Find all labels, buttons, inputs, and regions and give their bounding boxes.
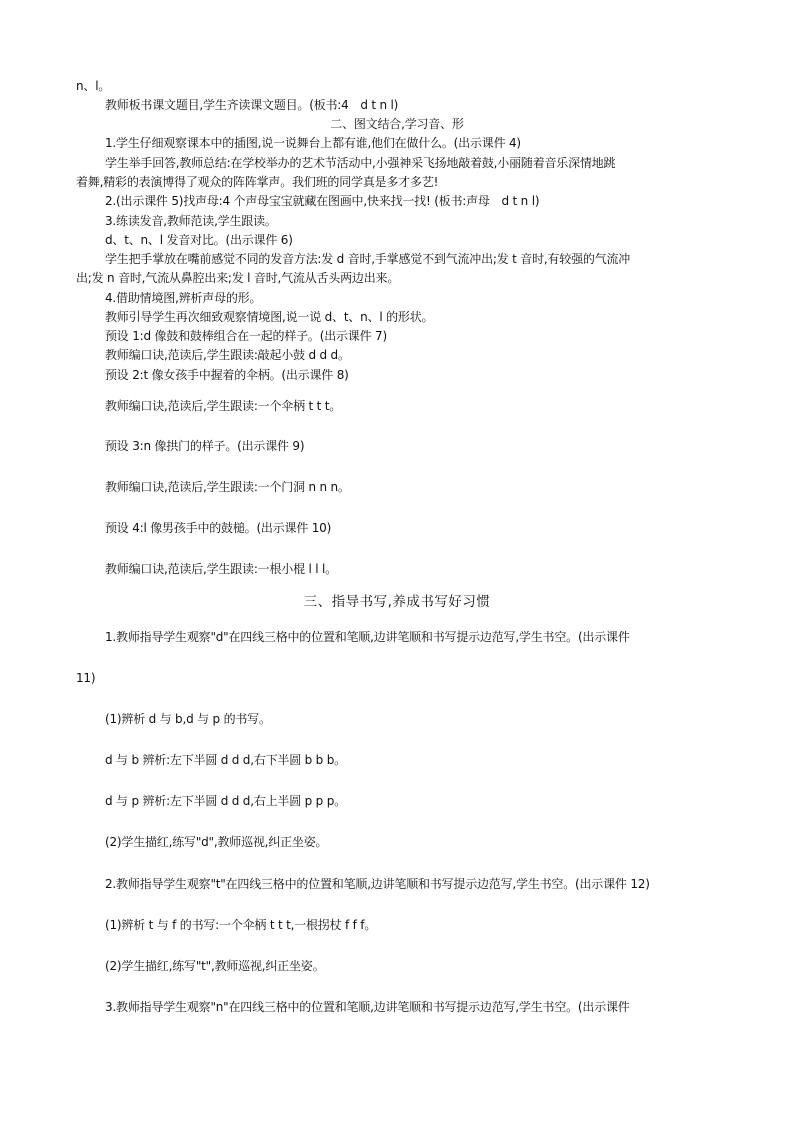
text-line: 1.学生仔细观察课本中的插图,说一说舞台上都有谁,他们在做什么。(出示课件 4) — [105, 136, 521, 150]
text-line: (1)辨析 d 与 b,d 与 p 的书写。 — [105, 712, 271, 726]
text-line: 教师编口诀,范读后,学生跟读:一个伞柄 t t t。 — [105, 399, 342, 413]
text-line: 预设 4:l 像男孩手中的鼓槌。(出示课件 10) — [105, 521, 332, 535]
text-line: 1.教师指导学生观察"d"在四线三格中的位置和笔顺,边讲笔顺和书写提示边范写,学生书空。(出示课件 — [105, 630, 630, 644]
text-line: 出;发 n 音时,气流从鼻腔出来;发 l 音时,气流从舌头两边出来。 — [76, 271, 400, 285]
text-line: d 与 b 辨析:左下半圆 d d d,右下半圆 b b b。 — [105, 753, 346, 767]
text-line: 预设 3:n 像拱门的样子。(出示课件 9) — [105, 439, 305, 453]
text-line: 教师板书课文题目,学生齐读课文题目。(板书:4 d t n l) — [105, 98, 399, 112]
text-line: 4.借助情境图,辨析声母的形。 — [105, 291, 262, 305]
text-line: (2)学生描红,练写"t",教师巡视,纠正坐姿。 — [105, 959, 325, 973]
text-line: 2.(出示课件 5)找声母:4 个声母宝宝就藏在图画中,快来找一找! (板书:声母 d t n l) — [105, 194, 540, 208]
text-line: 教师引导学生再次细致观察情境图,说一说 d、t、n、l 的形状。 — [105, 310, 434, 324]
text-line: 11) — [76, 671, 96, 685]
text-line: (2)学生描红,练写"d",教师巡视,纠正坐姿。 — [105, 835, 328, 849]
text-line: (1)辨析 t 与 f 的书写:一个伞柄 t t t,一根拐杖 f f f。 — [105, 918, 377, 932]
text-line: 学生举手回答,教师总结:在学校举办的艺术节活动中,小强神采飞扬地敲着鼓,小丽随着音乐深情地跳 — [105, 156, 616, 170]
text-line: 着舞,精彩的表演博得了观众的阵阵掌声。我们班的同学真是多才多艺! — [76, 175, 439, 189]
text-line: 2.教师指导学生观察"t"在四线三格中的位置和笔顺,边讲笔顺和书写提示边范写,学生书空。(出示课件 12) — [105, 877, 650, 891]
section-heading: 二、图文结合,学习音、形 — [330, 117, 464, 131]
text-line: 3.教师指导学生观察"n"在四线三格中的位置和笔顺,边讲笔顺和书写提示边范写,学生书空。(出示课件 — [105, 1000, 630, 1014]
text-line: 教师编口诀,范读后,学生跟读:一根小棍 l l l。 — [105, 562, 337, 576]
text-line: 教师编口诀,范读后,学生跟读:一个门洞 n n n。 — [105, 480, 350, 494]
section-heading: 三、指导书写,养成书写好习惯 — [303, 594, 491, 610]
text-line: 预设 1:d 像鼓和鼓棒组合在一起的样子。(出示课件 7) — [105, 329, 387, 343]
text-line: 教师编口诀,范读后,学生跟读:敲起小鼓 d d d。 — [105, 348, 350, 362]
text-line: n、l。 — [76, 79, 111, 93]
text-line: 预设 2:t 像女孩手中握着的伞柄。(出示课件 8) — [105, 368, 349, 382]
text-line: 学生把手掌放在嘴前感觉不同的发音方法:发 d 音时,手掌感觉不到气流冲出;发 t 音时,有较强的气流冲 — [105, 252, 631, 266]
text-line: d 与 p 辨析:左下半圆 d d d,右上半圆 p p p。 — [105, 794, 346, 808]
text-line: 3.练读发音,教师范读,学生跟读。 — [105, 214, 277, 228]
text-line: d、t、n、l 发音对比。(出示课件 6) — [105, 233, 293, 247]
